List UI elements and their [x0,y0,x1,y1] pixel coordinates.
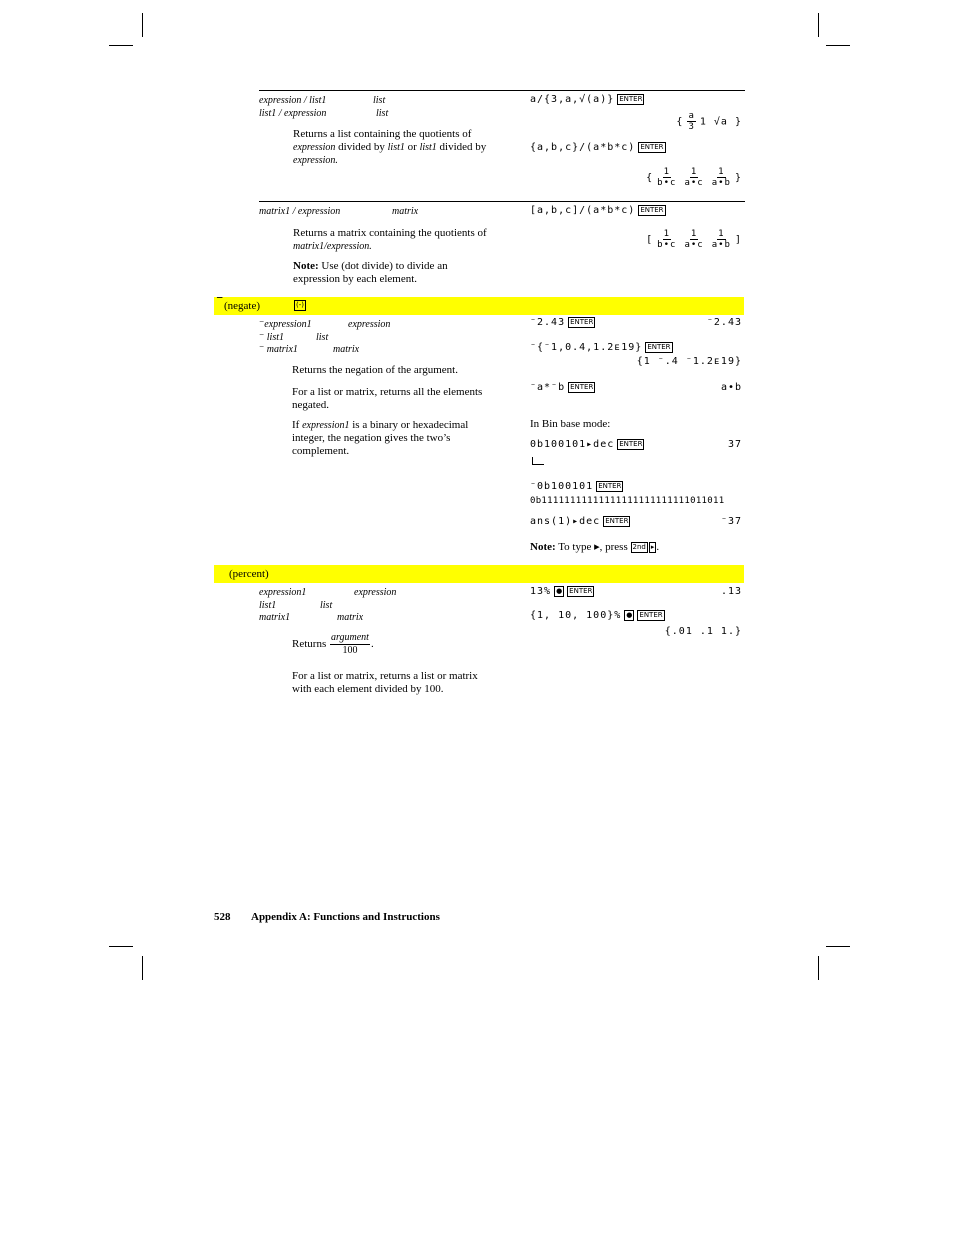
crop-mark-top-right-h [826,45,850,46]
description-line [293,141,523,154]
result-open: { [676,116,684,128]
section-header-negate [214,294,744,315]
arrow-key-icon: ▸ [650,543,655,551]
text-fragment: divided by [436,141,487,153]
note-label: Note: [530,541,556,553]
input-text: ⁻a*⁻b [530,382,566,393]
fraction-denominator: 100 [342,645,358,656]
fraction-denominator: a•c [684,240,704,250]
syntax-result: matrix [333,344,360,355]
example-result: ⁻37 [720,516,742,527]
negate-symbol: ⁻ [216,294,224,309]
fraction-denominator: a•b [711,178,731,188]
syntax-argument: ⁻expression1 [259,319,312,330]
enter-key-icon: ENTER [640,143,664,151]
input-text: ⁻2.43 [530,317,566,328]
note-line [293,260,523,273]
fraction-numerator: argument [330,632,369,643]
description-line: matrix1/expression. [293,241,372,252]
description [293,227,523,253]
section-title: (percent) [229,568,269,580]
example-result: {.01 .1 1.} [664,626,742,637]
fraction-numerator: 1 [718,229,725,239]
note-text: Use (dot divide) to divide an [318,260,448,272]
syntax-result: matrix [337,612,364,623]
note-text: To type [555,541,595,553]
term-list1: list1 [419,142,437,153]
syntax-line [259,319,312,330]
syntax-result-type [373,95,385,106]
input-text: {1, 10, 100}% [530,610,622,621]
fraction-numerator: 1 [690,229,698,239]
syntax-line [259,344,298,355]
description [292,632,374,657]
syntax-result: matrix [392,206,419,217]
syntax-argument: expression1 [259,587,307,598]
crop-mark-bottom-left-h [109,946,133,947]
fraction-denominator: b•c [657,178,677,188]
syntax-result: list [316,332,329,343]
syntax-line [259,95,326,106]
enter-key-icon: ENTER [647,343,671,351]
fraction [657,229,676,250]
syntax-result-type [333,344,359,355]
crop-mark-bottom-left-v [142,956,143,980]
page-number: 528 [214,911,231,923]
example-input [530,516,630,527]
syntax-line [259,600,276,611]
example-input [530,439,644,450]
crop-mark-top-left-v [142,13,143,37]
text-fragment: . [370,638,374,650]
result-close: ] [734,234,742,246]
enter-key-icon: ENTER [619,95,643,103]
description-line: Returns a matrix containing the quotients of [293,227,487,239]
description [293,128,523,167]
fraction [330,632,370,657]
fraction-numerator: a [688,111,695,121]
description [292,419,522,458]
result-close: } [734,172,742,184]
syntax-line [259,612,290,623]
input-text: ⁻{⁻1,0.4,1.2ᴇ19} [530,342,643,353]
footer-title: Appendix A: Functions and Instructions [251,911,440,923]
example-result: 37 [727,439,742,450]
syntax-result: list [320,600,333,611]
section-title: (negate) [224,300,261,312]
description-line [293,154,523,167]
syntax-argument: ⁻ list1 [259,332,285,343]
syntax-argument: list1 / expression [259,108,327,119]
input-text: {a,b,c}/(a*b*c) [530,142,636,153]
convert-arrow-icon: ▸ [594,541,600,553]
syntax-result-type [320,600,332,611]
enter-key-icon: ENTER [639,611,663,619]
crop-mark-bottom-right-h [826,946,850,947]
result-open: { [646,172,654,184]
example-input [530,342,673,354]
enter-key-icon: ENTER [598,482,622,490]
fraction-numerator: 1 [663,229,671,239]
description-line: negated. [292,399,329,411]
example-input [530,94,644,105]
syntax-result: expression [348,319,391,330]
note-text: . [656,541,660,553]
enter-key-icon: ENTER [619,440,643,448]
syntax-result: list [373,95,386,106]
text-fragment: divided by [335,141,388,153]
result-rest: 1 √a } [699,116,742,128]
syntax-argument: expression / list1 [259,95,327,106]
syntax-line [259,332,284,343]
crop-mark-bottom-right-v [818,956,819,980]
text-fragment: is a binary or hexadecimal [349,419,469,431]
fraction [684,167,703,188]
syntax-result-type [392,206,418,217]
enter-key-icon: ENTER [570,383,594,391]
description [292,670,522,696]
description-line [292,419,522,432]
syntax-argument: list1 [259,600,277,611]
note-line: expression by each element. [293,273,418,285]
enter-key-icon: ENTER [640,206,664,214]
description-line: integer, the negation gives the two’s [292,432,451,444]
example-input [530,481,623,492]
syntax-result-type [337,612,363,623]
syntax-result: list [376,108,389,119]
negate-key-icon: (-) [296,301,304,309]
fraction [687,111,695,132]
example-input [530,610,665,621]
example-result: 0b11111111111111111111111111011011 [530,496,725,506]
description [292,386,522,412]
fraction-denominator: a•b [711,240,731,250]
fraction [712,229,731,250]
fraction [657,167,676,188]
example-result: {1 ⁻.4 ⁻1.2ᴇ19} [636,356,742,367]
crop-mark-top-right-v [818,13,819,37]
example-result [646,167,742,188]
input-text: 0b100101▸dec [530,439,615,450]
2nd-key-icon: 2nd [632,543,646,551]
syntax-result: expression [354,587,397,598]
fraction-denominator: b•c [657,240,677,250]
syntax-line [259,108,326,119]
syntax-line [259,206,340,217]
input-text: ⁻0b100101 [530,481,594,492]
example-result [646,229,742,250]
description-line: Returns a list containing the quotients of [293,128,472,140]
section-rule [259,201,745,202]
syntax-result-type [354,587,396,598]
example-input [530,586,594,597]
note-label: Note: [293,260,319,272]
example-result: .13 [720,586,742,597]
text-fragment: If [292,419,303,431]
fraction-numerator: 1 [718,167,725,177]
syntax-result-type [376,108,388,119]
example-input [530,317,595,328]
fraction-numerator: 1 [663,167,671,177]
mode-text: In Bin base mode: [530,418,611,430]
example-result: ⁻2.43 [706,317,742,328]
example-input [530,205,666,216]
syntax-argument: ⁻ matrix1 [259,344,298,355]
zero-bracket-icon [532,457,544,465]
result-open: [ [646,234,654,246]
diamond-key-icon: ● [626,611,633,619]
example-result: a•b [720,382,742,393]
section-rule-top [259,90,745,91]
crop-mark-top-left-h [109,45,133,46]
input-text: [a,b,c]/(a*b*c) [530,205,636,216]
enter-key-icon: ENTER [570,318,594,326]
input-text: ans(1)▸dec [530,516,601,527]
fraction-numerator: 1 [690,167,698,177]
text-fragment: or [404,141,420,153]
term-expression1: expression1 [302,420,350,431]
fraction [712,167,731,188]
fraction-denominator: a•c [684,178,704,188]
syntax-result-type [348,319,390,330]
description-line: with each element divided by 100. [292,683,444,695]
syntax-argument: matrix1 / expression [259,206,341,217]
description: Returns the negation of the argument. [292,364,458,376]
term-list1: list1 [387,142,405,153]
syntax-result-type [316,332,328,343]
example-input [530,142,666,153]
enter-key-icon: ENTER [569,587,593,595]
note [530,541,659,554]
description-line: complement. [292,445,350,457]
enter-key-icon: ENTER [605,517,629,525]
description-line: For a list or matrix, returns all the elements [292,386,483,398]
fraction-denominator: 3 [688,122,695,132]
section-header-percent [214,565,744,583]
returns-label: Returns [292,638,327,650]
term-expression: expression. [293,155,338,166]
note-text: , press [599,541,631,553]
diamond-key-icon: ● [556,587,563,595]
term-expression: expression [293,142,336,153]
fraction [684,229,703,250]
example-input [530,382,595,393]
syntax-line [259,587,306,598]
input-text: a/{3,a,√(a)} [530,94,615,105]
syntax-argument: matrix1 [259,612,291,623]
note [293,260,523,286]
example-result [676,111,742,132]
input-text: 13% [530,586,552,597]
description-line: For a list or matrix, returns a list or matrix [292,670,478,682]
